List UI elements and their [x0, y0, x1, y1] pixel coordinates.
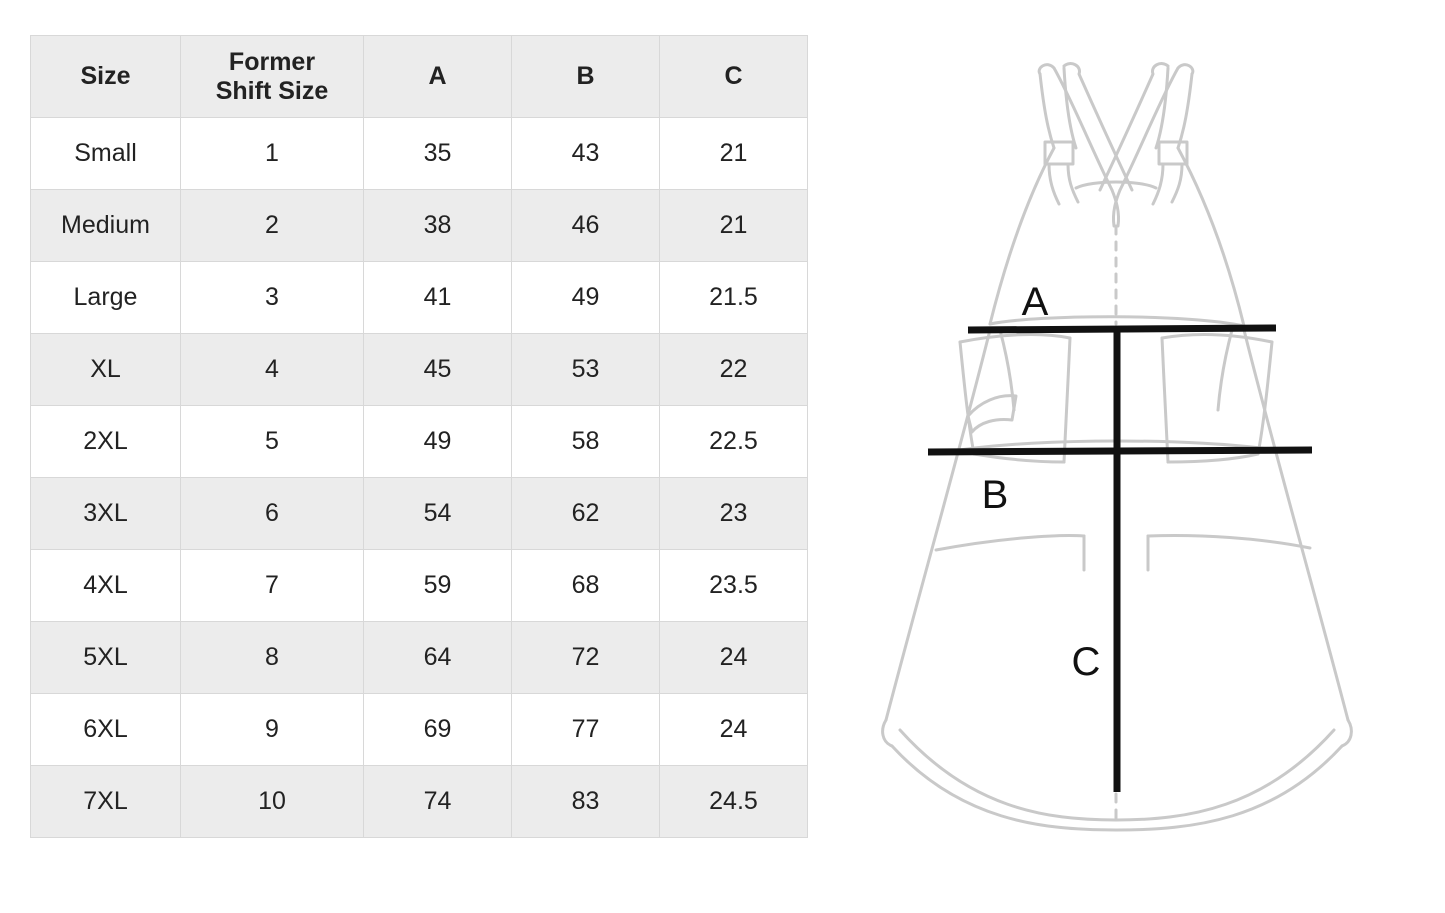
cell-b: 62 — [512, 478, 660, 550]
cell-former: 10 — [181, 766, 364, 838]
table-row — [31, 334, 808, 406]
cell-a: 64 — [364, 622, 512, 694]
cell-former: 4 — [181, 334, 364, 406]
cell-former: 3 — [181, 262, 364, 334]
cell-b: 53 — [512, 334, 660, 406]
cell-former: 1 — [181, 118, 364, 190]
cell-former: 9 — [181, 694, 364, 766]
cell-a: 74 — [364, 766, 512, 838]
cell-former: 7 — [181, 550, 364, 622]
cell-size: 5XL — [31, 622, 181, 694]
cell-b: 72 — [512, 622, 660, 694]
cell-c: 21 — [660, 118, 808, 190]
cell-size: Medium — [31, 190, 181, 262]
cell-a: 69 — [364, 694, 512, 766]
table-row — [31, 262, 808, 334]
cell-size: 6XL — [31, 694, 181, 766]
cell-b: 77 — [512, 694, 660, 766]
size-table-container — [30, 35, 808, 838]
cell-c: 23.5 — [660, 550, 808, 622]
cell-a: 49 — [364, 406, 512, 478]
cell-c: 22.5 — [660, 406, 808, 478]
cell-b: 58 — [512, 406, 660, 478]
cell-size: 7XL — [31, 766, 181, 838]
cell-former: 8 — [181, 622, 364, 694]
column-header-b: B — [512, 36, 660, 118]
table-row — [31, 118, 808, 190]
cell-c: 23 — [660, 478, 808, 550]
cell-size: Large — [31, 262, 181, 334]
column-header-c: C — [660, 36, 808, 118]
cell-a: 38 — [364, 190, 512, 262]
cell-b: 46 — [512, 190, 660, 262]
cell-size: 3XL — [31, 478, 181, 550]
column-header-size: Size — [31, 36, 181, 118]
table-row — [31, 622, 808, 694]
garment-diagram — [840, 30, 1430, 860]
cell-c: 24.5 — [660, 766, 808, 838]
cell-b: 49 — [512, 262, 660, 334]
cell-b: 43 — [512, 118, 660, 190]
table-row — [31, 478, 808, 550]
column-header-a: A — [364, 36, 512, 118]
cell-c: 24 — [660, 622, 808, 694]
cell-a: 59 — [364, 550, 512, 622]
cell-c: 22 — [660, 334, 808, 406]
table-row — [31, 550, 808, 622]
measure-label-a: A — [1021, 280, 1049, 324]
cell-b: 68 — [512, 550, 660, 622]
measurement-lines — [928, 328, 1312, 792]
table-header — [31, 36, 808, 118]
table-row — [31, 406, 808, 478]
cell-b: 83 — [512, 766, 660, 838]
table-row — [31, 694, 808, 766]
cell-a: 35 — [364, 118, 512, 190]
cell-c: 21 — [660, 190, 808, 262]
cell-former: 5 — [181, 406, 364, 478]
cell-c: 21.5 — [660, 262, 808, 334]
table-header-row — [31, 36, 808, 118]
column-header-former-line2: Shift Size — [215, 76, 329, 105]
cell-size: Small — [31, 118, 181, 190]
table-row — [31, 190, 808, 262]
cell-size: 2XL — [31, 406, 181, 478]
table-row — [31, 766, 808, 838]
measure-line-a — [968, 328, 1276, 330]
measure-label-b: B — [981, 473, 1009, 517]
column-header-former-line1: Former — [228, 47, 316, 76]
cell-a: 45 — [364, 334, 512, 406]
cell-a: 41 — [364, 262, 512, 334]
table-body — [31, 118, 808, 838]
cell-former: 6 — [181, 478, 364, 550]
cell-size: 4XL — [31, 550, 181, 622]
cell-size: XL — [31, 334, 181, 406]
measure-label-c: C — [1071, 640, 1101, 684]
column-header-former-shift-size — [181, 36, 364, 118]
cell-a: 54 — [364, 478, 512, 550]
size-table — [30, 35, 808, 838]
cell-former: 2 — [181, 190, 364, 262]
cell-c: 24 — [660, 694, 808, 766]
